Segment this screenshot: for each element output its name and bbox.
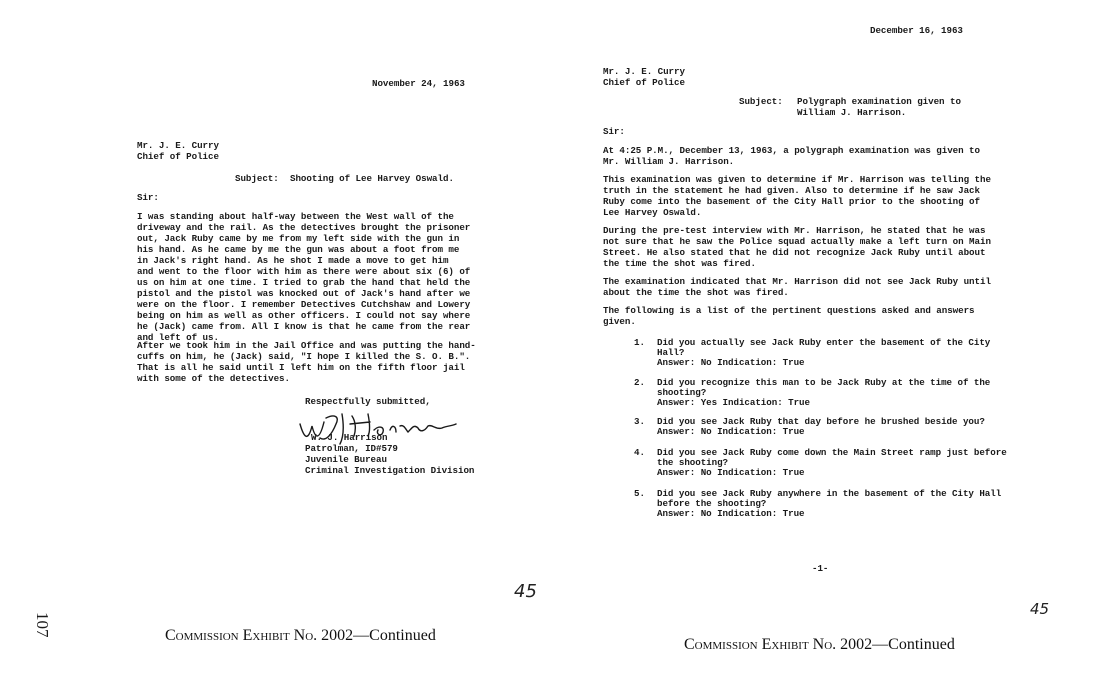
right-paragraph-3 [603,225,991,269]
paragraph-line: I was standing about half-way between the West wall of the [137,211,454,222]
left-salutation: Sir: [137,192,159,203]
question-text: Did you see Jack Ruby that day before he brushed beside you? [657,416,985,427]
left-recipient-title: Chief of Police [137,151,219,162]
question-text: before the shooting? [657,498,767,509]
question-text: Did you recognize this man to be Jack Ruby at the time of the [657,377,991,388]
left-caption [165,627,436,645]
left-subject-label: Subject: [235,173,279,184]
left-paragraph-2 [137,340,476,384]
question-text: Did you see Jack Ruby come down the Main Street ramp just before [657,447,1007,458]
question-number: 5. [634,488,645,499]
right-subject-label: Subject: [739,96,783,107]
paragraph-line: Lee Harvey Oswald. [603,207,702,218]
paragraph-line: Ruby come into the basement of the City Hall prior to the shooting of [603,196,980,207]
paragraph-line: driveway and the rail. As the detectives brought the prisoner [137,222,471,233]
question-answer: Answer: No Indication: True [657,508,805,519]
question-text: the shooting? [657,457,729,468]
paragraph-line: his hand. As he came by me the gun was about a foot from me [137,244,460,255]
paragraph-line: truth in the statement he had given. Also to determine if he saw Jack [603,185,980,196]
question-answer: Answer: Yes Indication: True [657,397,810,408]
question-text: shooting? [657,387,707,398]
left-caption-main: Commission Exhibit No. 2002 [165,627,354,644]
question-number: 2. [634,377,645,388]
paragraph-line: in Jack's right hand. As he shot I made a move to get him [137,255,449,266]
right-caption-main: Commission Exhibit No. 2002 [684,636,873,653]
question-number: 3. [634,416,645,427]
paragraph-line: out, Jack Ruby came by me from my left side with the gun in [137,233,460,244]
paragraph-line: Mr. William J. Harrison. [603,156,735,167]
right-page-marker: -1- [812,563,829,574]
left-subject: Shooting of Lee Harvey Oswald. [290,173,454,184]
paragraph-line: being on him as well as other officers. I could not say where [137,310,471,321]
right-caption-suffix: —Continued [872,636,955,653]
question-answer: Answer: No Indication: True [657,426,805,437]
question-number: 4. [634,447,645,458]
paragraph-line: At 4:25 P.M., December 13, 1963, a polygraph examination was given to [603,145,980,156]
paragraph-line: The following is a list of the pertinent questions asked and answers [603,305,975,316]
question-text: Hall? [657,347,685,358]
paragraph-line: After we took him in the Jail Office and was putting the hand- [137,340,476,351]
question-number: 1. [634,337,645,348]
right-paragraph-2 [603,174,991,218]
paragraph-line: us on him at one time. I tried to grab the hand that held the [137,277,471,288]
right-handwritten-number: 45 [1030,600,1050,618]
right-caption [684,636,955,654]
paragraph-line: pistol and the pistol was knocked out of Jack's hand after we [137,288,471,299]
page-number: 107 [33,612,52,638]
paragraph-line: the time the shot was fired. [603,258,756,269]
right-recipient-title: Chief of Police [603,77,685,88]
left-handwritten-number: 45 [514,581,537,602]
paragraph-line: with some of the detectives. [137,373,290,384]
paragraph-line: given. [603,316,636,327]
right-subject-line-2: William J. Harrison. [797,107,907,118]
question-text: Did you see Jack Ruby anywhere in the basement of the City Hall [657,488,1002,499]
left-recipient-name: Mr. J. E. Curry [137,140,219,151]
left-caption-suffix: —Continued [353,627,436,644]
paragraph-line: That is all he said until I left him on the fifth floor jail [137,362,465,373]
question-text: Did you actually see Jack Ruby enter the basement of the City [657,337,991,348]
right-recipient-name: Mr. J. E. Curry [603,66,685,77]
left-date: November 24, 1963 [372,78,465,89]
paragraph-line: about the time the shot was fired. [603,287,789,298]
signature-name: W. J. Harrison [311,432,388,443]
question-answer: Answer: No Indication: True [657,357,805,368]
right-subject-line-1: Polygraph examination given to [797,96,961,107]
signature-unit: Juvenile Bureau [305,454,387,465]
paragraph-line: he (Jack) came from. All I know is that he came from the rear [137,321,471,332]
paragraph-line: were on the floor. I remember Detectives Cutchshaw and Lowery [137,299,471,310]
paragraph-line: This examination was given to determine if Mr. Harrison was telling the [603,174,991,185]
paragraph-line: not sure that he saw the Police squad actually make a left turn on Main [603,236,991,247]
right-paragraph-5 [603,305,975,327]
paragraph-line: The examination indicated that Mr. Harrison did not see Jack Ruby until [603,276,991,287]
signature-rank: Patrolman, ID#579 [305,443,398,454]
right-paragraph-4 [603,276,991,298]
paragraph-line: and left of us. [137,332,219,343]
question-answer: Answer: No Indication: True [657,467,805,478]
paragraph-line: During the pre-test interview with Mr. Harrison, he stated that he was [603,225,986,236]
right-date: December 16, 1963 [870,25,963,36]
left-paragraph-1 [137,211,470,343]
signature-division: Criminal Investigation Division [305,465,475,476]
paragraph-line: Street. He also stated that he did not recognize Jack Ruby until about [603,247,986,258]
left-closing: Respectfully submitted, [305,396,431,407]
paragraph-line: and went to the floor with him as there were about six (6) of [137,266,471,277]
right-paragraph-1 [603,145,980,167]
paragraph-line: cuffs on him, he (Jack) said, "I hope I killed the S. O. B.". [137,351,471,362]
right-salutation: Sir: [603,126,625,137]
